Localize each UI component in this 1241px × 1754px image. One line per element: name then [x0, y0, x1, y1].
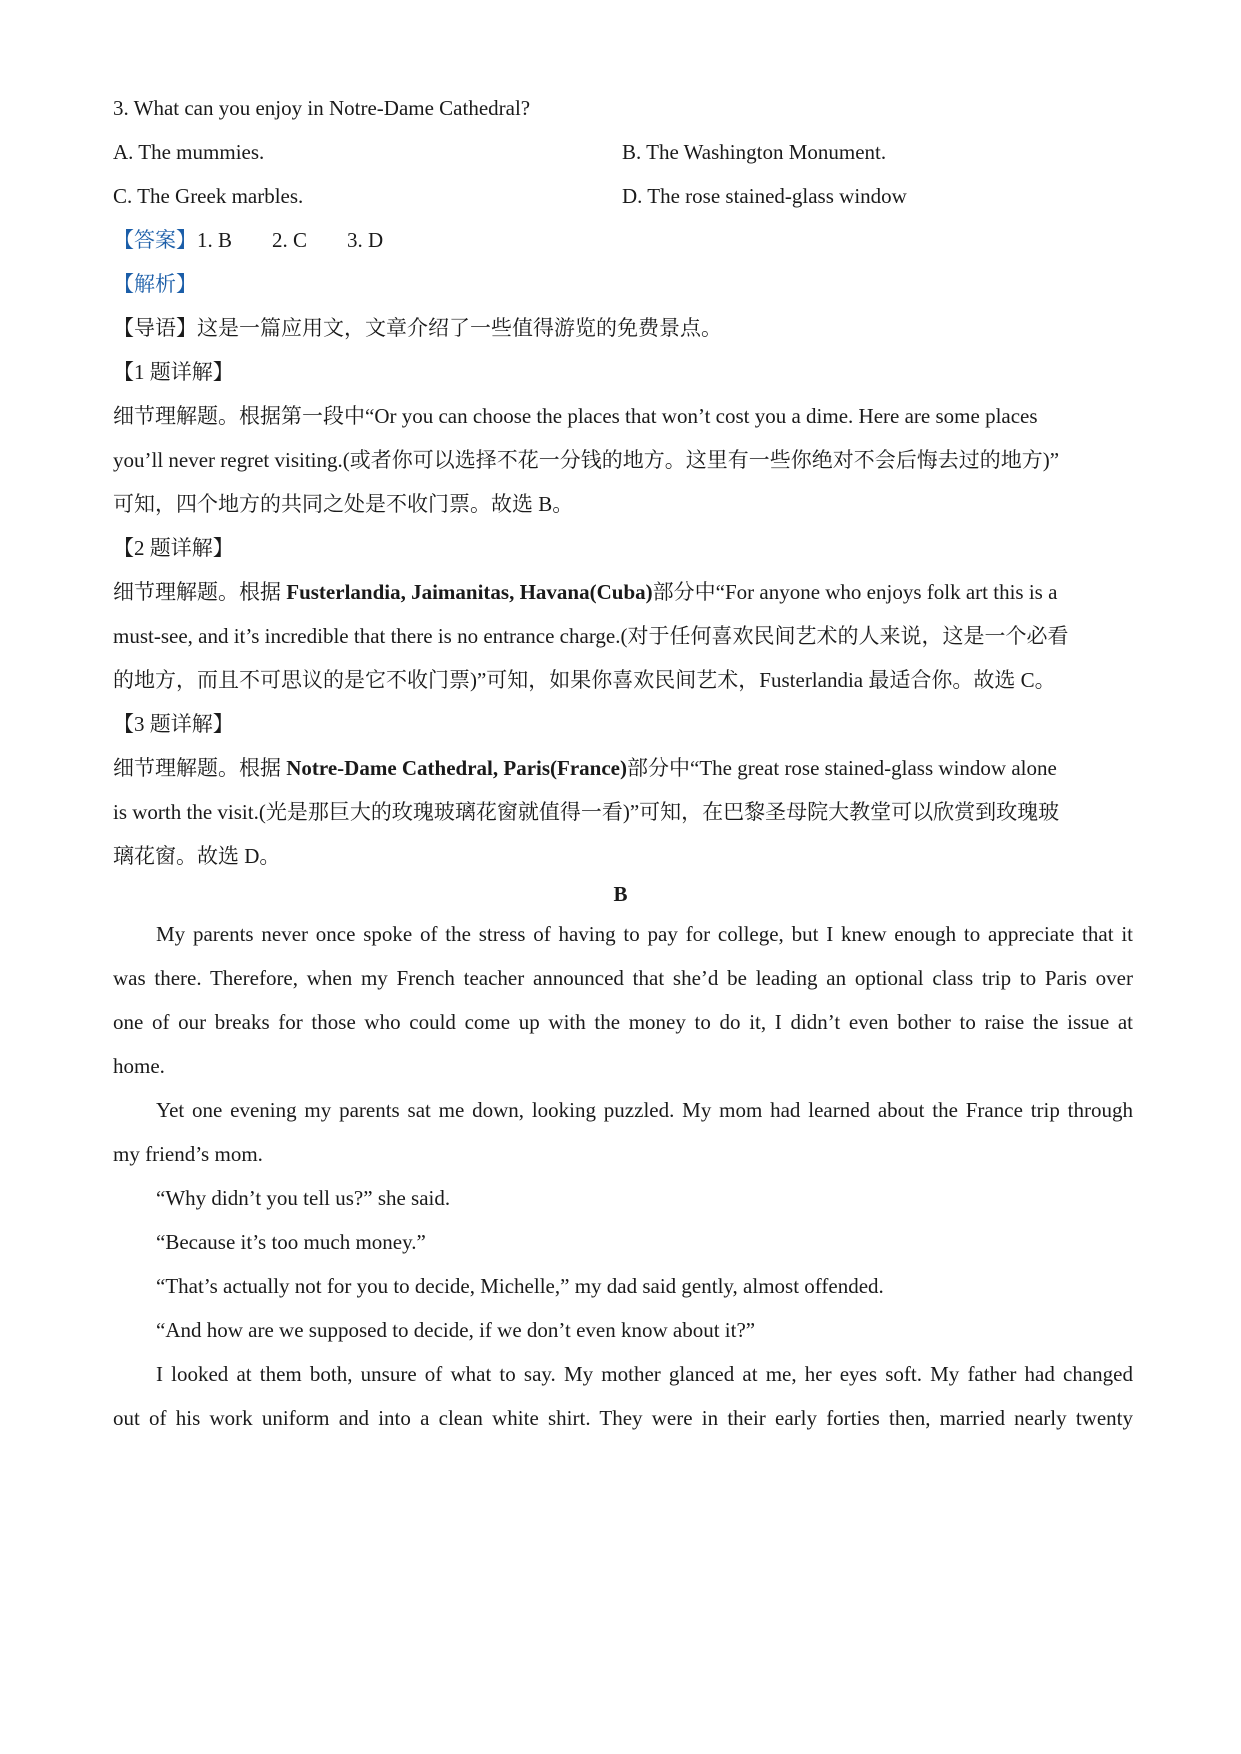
detail-1-heading: 【1 题详解】: [113, 360, 234, 384]
passage-p7-line-2: out of his work uniform and into a clean white shirt. They were in their early forties then, married nearly twenty: [113, 1406, 1133, 1430]
passage-p2-line-2: my friend’s mom.: [113, 1142, 263, 1166]
answer-2: 2. C: [272, 228, 308, 252]
option-c: C. The Greek marbles.: [113, 184, 304, 208]
option-d: D. The rose stained-glass window: [622, 184, 907, 208]
passage-p3: “Why didn’t you tell us?” she said.: [156, 1186, 451, 1210]
passage-p2-line-1: Yet one evening my parents sat me down, looking puzzled. My mom had learned about the France trip through: [156, 1098, 1133, 1122]
detail-2-place-name: Fusterlandia, Jaimanitas, Havana(Cuba): [286, 580, 653, 604]
answer-label: 【答案】: [113, 228, 197, 252]
question-3-options-row-2: [113, 182, 1133, 210]
detail-2-line-1-pre: 细节理解题。根据: [113, 580, 287, 604]
question-3-options-row-1: [113, 138, 1133, 166]
detail-3-line-1-pre: 细节理解题。根据: [113, 756, 287, 780]
detail-3-heading: 【3 题详解】: [113, 712, 234, 736]
detail-3-line-2: is worth the visit.(光是那巨大的玫瑰玻璃花窗就值得一看)”可知，在巴黎圣母院大教堂可以欣赏到玫瑰玻: [113, 800, 1060, 824]
option-a: A. The mummies.: [113, 140, 265, 164]
passage-p5: “That’s actually not for you to decide, Michelle,” my dad said gently, almost offended.: [156, 1274, 884, 1298]
detail-1-line-1: 细节理解题。根据第一段中“Or you can choose the places that won’t cost you a dime. Here are some places: [113, 404, 1038, 428]
intro-line: 【导语】这是一篇应用文，文章介绍了一些值得游览的免费景点。: [113, 316, 722, 340]
detail-3-line-1-post: 部分中“The great rose stained-glass window alone: [627, 756, 1057, 780]
detail-1-line-3: 可知，四个地方的共同之处是不收门票。故选 B。: [113, 492, 574, 516]
detail-2-line-2: must-see, and it’s incredible that there is no entrance charge.(对于任何喜欢民间艺术的人来说，这是一个必看: [113, 624, 1069, 648]
passage-p7-line-1: I looked at them both, unsure of what to say. My mother glanced at me, her eyes soft. My father had changed: [156, 1362, 1133, 1386]
answer-line: [113, 226, 1133, 254]
passage-p4: “Because it’s too much money.”: [156, 1230, 426, 1254]
detail-3-line-3: 璃花窗。故选 D。: [113, 844, 281, 868]
passage-p6: “And how are we supposed to decide, if we don’t even know about it?”: [156, 1318, 756, 1342]
detail-3-place-name: Notre-Dame Cathedral, Paris(France): [286, 756, 627, 780]
detail-2-line-3: 的地方，而且不可思议的是它不收门票)”可知，如果你喜欢民间艺术，Fusterlandia 最适合你。故选 C。: [113, 668, 1056, 692]
section-b-heading: B: [613, 882, 628, 906]
analysis-label: 【解析】: [113, 272, 197, 296]
option-b: B. The Washington Monument.: [622, 140, 887, 164]
detail-2-heading: 【2 题详解】: [113, 536, 234, 560]
passage-p1-line-1: My parents never once spoke of the stress of having to pay for college, but I knew enough to appreciate that it: [156, 922, 1133, 946]
passage-p1-line-2: was there. Therefore, when my French teacher announced that she’d be leading an optional class trip to Paris over: [113, 966, 1133, 990]
answer-1: 1. B: [197, 228, 233, 252]
detail-2-line-1: [113, 578, 1133, 606]
passage-p1-line-3: one of our breaks for those who could come up with the money to do it, I didn’t even bother to raise the issue at: [113, 1010, 1133, 1034]
passage-p1-line-4: home.: [113, 1054, 165, 1078]
answer-3: 3. D: [347, 228, 384, 252]
detail-3-line-1: [113, 754, 1133, 782]
detail-2-line-1-post: 部分中“For anyone who enjoys folk art this is a: [652, 580, 1058, 604]
question-3-stem: 3. What can you enjoy in Notre-Dame Cathedral?: [113, 96, 531, 120]
detail-1-line-2: you’ll never regret visiting.(或者你可以选择不花一分钱的地方。这里有一些你绝对不会后悔去过的地方)”: [113, 448, 1060, 472]
